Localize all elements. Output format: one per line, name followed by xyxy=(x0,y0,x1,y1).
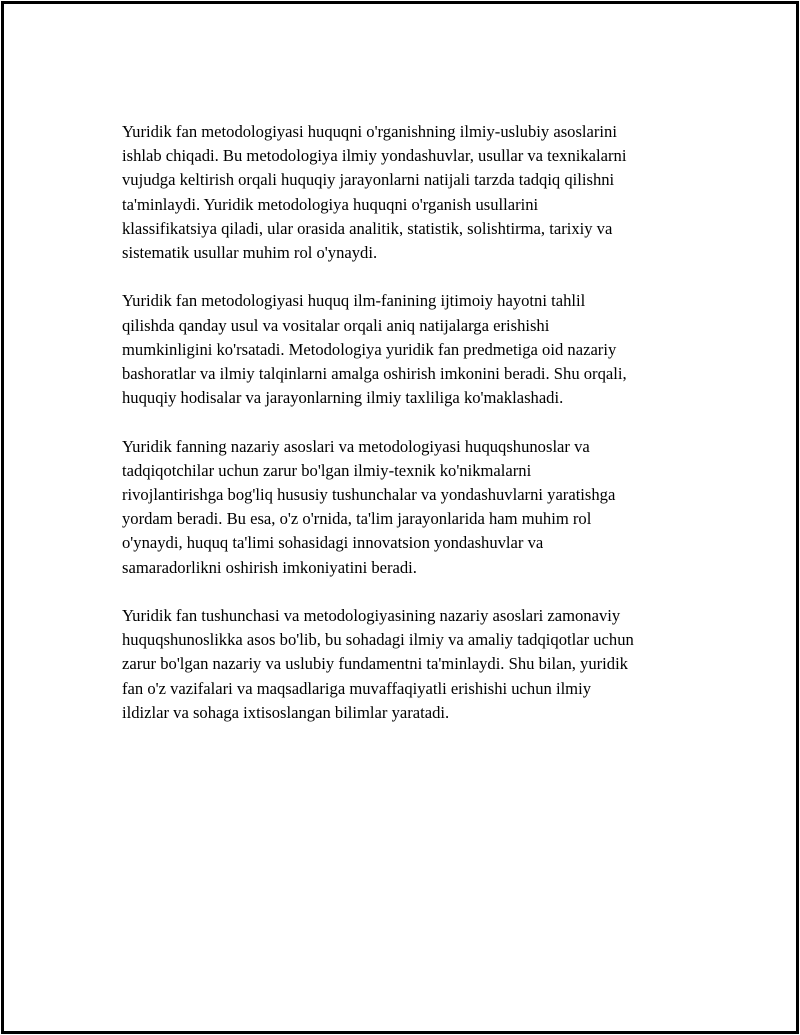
text-line: bashoratlar va ilmiy talqinlarni amalga oshirish imkonini beradi. Shu orqali, xyxy=(122,364,627,384)
text-line: samaradorlikni oshirish imkoniyatini beradi. xyxy=(122,557,417,577)
text-line: qilishda qanday usul va vositalar orqali aniq natijalarga erishishi xyxy=(122,315,550,335)
text-line: zarur bo'lgan nazariy va uslubiy fundamentni ta'minlaydi. Shu bilan, yuridik xyxy=(122,654,628,674)
text-line: huquqshunoslikka asos bo'lib, bu sohadagi ilmiy va amaliy tadqiqotlar uchun xyxy=(122,630,634,650)
text-line: rivojlantirishga bog'liq hususiy tushunchalar va yondashuvlarni yaratishga xyxy=(122,485,616,505)
text-line: sistematik usullar muhim rol o'ynaydi. xyxy=(122,243,378,263)
text-line: mumkinligini ko'rsatadi. Metodologiya yuridik fan predmetiga oid nazariy xyxy=(122,339,617,359)
text-line: fan o'z vazifalari va maqsadlariga muvaffaqiyatli erishishi uchun ilmiy xyxy=(122,678,591,698)
text-line: ishlab chiqadi. Bu metodologiya ilmiy yondashuvlar, usullar va texnikalarni xyxy=(122,146,627,166)
text-line: tadqiqotchilar uchun zarur bo'lgan ilmiy-texnik ko'nikmalarni xyxy=(122,460,532,480)
text-line: Yuridik fan metodologiyasi huquqni o'rganishning ilmiy-uslubiy asoslarini xyxy=(122,122,617,141)
text-line: klassifikatsiya qiladi, ular orasida analitik, statistik, solishtirma, tarixiy va xyxy=(122,218,613,238)
text-line: Yuridik fanning nazariy asoslari va metodologiyasi huquqshunoslar va xyxy=(122,436,590,456)
text-line: Yuridik fan tushunchasi va metodologiyasining nazariy asoslari zamonaviy xyxy=(122,606,621,626)
text-line: Yuridik fan metodologiyasi huquq ilm-fanining ijtimoiy hayotni tahlil xyxy=(122,291,586,311)
paragraph-1 xyxy=(122,120,702,265)
paragraph-2 xyxy=(122,289,702,410)
text-line: ta'minlaydi. Yuridik metodologiya huquqni o'rganish usullarini xyxy=(122,194,539,214)
paragraph-4 xyxy=(122,604,702,725)
text-line: vujudga keltirish orqali huquqiy jarayonlarni natijali tarzda tadqiq qilishni xyxy=(122,170,615,190)
text-line: o'ynaydi, huquq ta'limi sohasidagi innovatsion yondashuvlar va xyxy=(122,533,544,553)
text-line: yordam beradi. Bu esa, o'z o'rnida, ta'lim jarayonlarida ham muhim rol xyxy=(122,509,592,529)
text-line: huquqiy hodisalar va jarayonlarning ilmiy taxliliga ko'maklashadi. xyxy=(122,388,564,408)
document-body xyxy=(122,120,702,749)
page-frame xyxy=(1,1,799,1034)
text-line: ildizlar va sohaga ixtisoslangan bilimlar yaratadi. xyxy=(122,702,450,722)
paragraph-3 xyxy=(122,435,702,580)
